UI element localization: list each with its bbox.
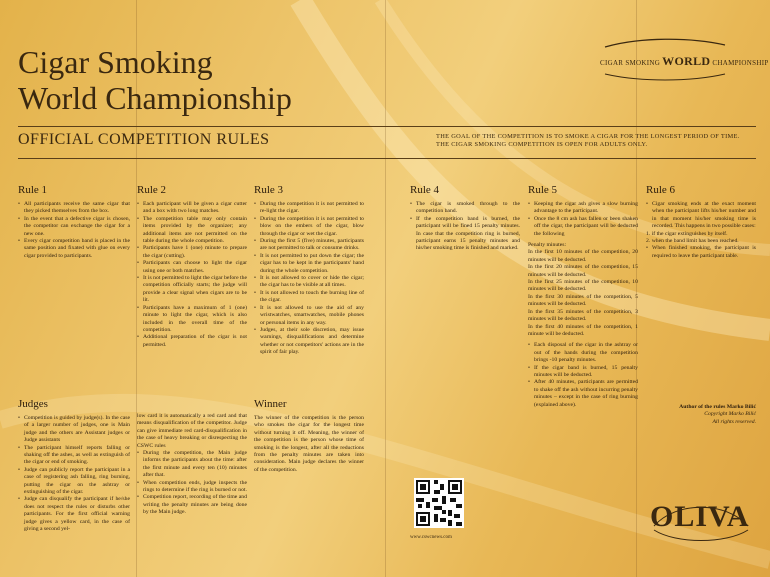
rule-1-item: • Every cigar competition band is placed in the same position and fixated with glue on every cigar provided to participants.	[18, 238, 130, 260]
qr-code-icon[interactable]	[414, 478, 464, 528]
rule-5-item: • Once the 8 cm ash has fallen or been shaken off the cigar, the participant will be deducted the following	[528, 216, 638, 238]
rule-3-item: • It is not allowed to touch the burning line of the cigar.	[254, 290, 364, 305]
winner-text: The winner of the competition is the person who smokes the cigar for the longest time without turning it off. Meaning, the winner of the competition is the person whose time of smoking is the longest, after all the reductions from the penalty minutes are taken into consideration. Main judge declares the winner of the competition.	[254, 415, 364, 473]
rule-5-heading: Rule 5	[528, 184, 558, 196]
judges-item: • During the competition, the Main judge informs the participants about the time: after the first minute and every ten (10) minutes after that.	[137, 450, 247, 480]
penalty-line: In the first 20 minutes of the competition, 15 minutes will be deducted.	[528, 264, 638, 278]
author-credit	[640, 404, 756, 426]
rule-3-item: • During the competition it is not permitted to re-light the cigar.	[254, 201, 364, 216]
judges-list-b	[137, 450, 247, 517]
rule-2-item: • Participants have a maximum of 1 (one) minute to light the cigar, which is also included in the overall time of the competition.	[137, 305, 247, 335]
rule-1-heading: Rule 1	[18, 184, 48, 196]
header-divider-bottom	[18, 158, 756, 159]
rule-1-list	[18, 201, 130, 260]
rule-2-section	[137, 184, 247, 349]
poster-subtitle: OFFICIAL COMPETITION RULES	[18, 131, 270, 148]
judges-item: • Judge can disqualify the participant if he/she does not respect the rules or disturbs other participants. For the first official warning judge gives a yellow card, in the case of giving a second yel-	[18, 496, 130, 533]
penalty-line: In the first 30 minutes of the competition, 5 minutes will be deducted.	[528, 293, 638, 308]
rule-5-list-bottom	[528, 342, 638, 409]
rule-4-item: • If the competition band is burned, the participant will be fined 15 penalty minutes. In case that the competition ring is burned, participant earns 15 penalty minutes and his/her smoking time is finished and marked.	[410, 216, 520, 253]
rule-6-item: • When finished smoking, the participant is required to leave the participant table.	[646, 245, 756, 260]
logo-text-left: CIGAR SMOKING	[600, 59, 661, 67]
judges-continued-text: low card it is automatically a red card and that means disqualification of the competitor. Judge can give immediate red card-disqualification in the case of heavy breaking or disrespecting the CSWC rules	[137, 413, 247, 449]
judges-item: • Competition report, recording of the time and writing the penalty minutes are being done by the Main judge.	[137, 494, 247, 516]
rule-1-item: • In the event that a defective cigar is chosen, the competitor can exchange the cigar for a new one.	[18, 216, 130, 238]
rule-2-item: • Participants have 1 (one) minute to prepare the cigar (cutting).	[137, 245, 247, 260]
logo-text-right: CHAMPIONSHIP	[712, 59, 769, 67]
rule-5-item: • Keeping the cigar ash gives a slow burning advantage to the participant.	[528, 201, 638, 216]
penalty-line: In the first 25 minutes of the competition, 10 minutes will be deducted.	[528, 279, 638, 293]
rule-3-item: • Judges, at their sole discretion, may issue warnings, disqualifications and determine whether or not competitors' actions are in the spirit of fair play.	[254, 327, 364, 357]
website-link[interactable]: www.cswcnews.com	[410, 535, 452, 540]
logo-swoosh-bottom-icon	[600, 72, 730, 82]
copyright-text: Copyright Marko Bilić	[704, 411, 756, 418]
rule-4-list	[410, 201, 520, 253]
judges-item: • Competition is guided by judge(s). In the case of a larger number of judges, one is Main judge and the others are Assistant judges or Judge assistants	[18, 415, 130, 445]
rule-6-section	[646, 184, 756, 260]
rule-3-item: • It is not permitted to put down the cigar; the cigar has to be kept in the participants' hand during the whole competition.	[254, 253, 364, 275]
judges-list-a	[18, 415, 130, 534]
rule-1-section	[18, 184, 130, 260]
rule-2-item: • It is not permitted to light the cigar before the competition officially starts; the judge will provide a clear signal when cigars are to be lit.	[137, 275, 247, 305]
rule-6-list	[646, 201, 756, 260]
goal-line-1: THE GOAL OF THE COMPETITION IS TO SMOKE A CIGAR FOR THE LONGEST PERIOD OF TIME.	[436, 133, 740, 140]
rule-6-heading: Rule 6	[646, 184, 676, 196]
rule-3-item: • During the first 5 (five) minutes, participants are not permitted to talk or consume drinks.	[254, 238, 364, 253]
rule-4-item: • The cigar is smoked through to the competition band.	[410, 201, 520, 216]
header-divider-top	[18, 126, 756, 127]
rule-3-list	[254, 201, 364, 357]
rule-5-section	[528, 184, 638, 409]
rule-3-item: • During the competition it is not permitted to blow on the embers of the cigar, blow through the cigar or wet the cigar.	[254, 216, 364, 238]
judges-item: • When competition ends, judge inspects the rings to determine if the ring is burned or not.	[137, 480, 247, 495]
rule-6-item: • Cigar smoking ends at the exact moment when the participant lifts his/her number and in that moment his/her smoking time is recorded. This happens in two possible cases:	[646, 201, 756, 231]
rule-3-heading: Rule 3	[254, 184, 284, 196]
rights-text: All rights reserved.	[712, 418, 756, 425]
goal-line-2: THE CIGAR SMOKING COMPETITION IS OPEN FOR ADULTS ONLY.	[436, 141, 648, 148]
rule-6-case: 1. if the cigar extinguishes by itself.	[646, 230, 728, 237]
rule-3-section	[254, 184, 364, 357]
rule-2-item: • The competition table may only contain items provided by the organizer; any additional items are not permitted on the table during the whole competition.	[137, 216, 247, 246]
judges-section	[18, 398, 130, 534]
rule-3-item: • It is not allowed to use the aid of any wristwatches, smartwatches, mobile phones or personal items in any way.	[254, 305, 364, 327]
winner-section	[254, 398, 364, 474]
rule-5-item: • After 40 minutes, participants are permitted to shake off the ash without incurring penalty minutes – except in the case of ring burning (explained above).	[528, 379, 638, 409]
rule-4-heading: Rule 4	[410, 184, 440, 196]
rule-5-list-top	[528, 201, 638, 238]
poster-title	[18, 44, 292, 116]
penalty-line: In the first 10 minutes of the competition, 20 minutes will be deducted.	[528, 249, 638, 263]
author-name: Author of the rules Marko Bilić	[679, 404, 756, 410]
penalty-heading: Penalty minutes:	[528, 242, 567, 249]
oliva-brand-logo: OLIVA	[650, 500, 750, 533]
rule-2-item: • Participants can choose to light the cigar using one or both matches.	[137, 260, 247, 275]
rule-3-item: • It is not allowed to cover or hide the cigar; the cigar has to be visible at all times.	[254, 275, 364, 290]
title-line-2: World Championship	[18, 80, 292, 116]
rule-2-heading: Rule 2	[137, 184, 167, 196]
rule-2-list	[137, 201, 247, 349]
judges-continued-section	[137, 413, 247, 517]
fold-line-center	[385, 0, 386, 577]
title-line-1: Cigar Smoking	[18, 44, 213, 80]
judges-heading: Judges	[18, 398, 48, 410]
rule-2-item: • Each participant will be given a cigar cutter and a box with two long matches.	[137, 201, 247, 216]
rule-5-item: • If the cigar band is burned, 15 penalty minutes will be deducted.	[528, 365, 638, 380]
judges-item: • Judge can publicly report the participant in a case of registering ash falling, ring burning, putting the cigar on the ashtray or extinguishing of the cigar.	[18, 467, 130, 497]
rule-2-item: • Additional preparation of the cigar is not permitted.	[137, 334, 247, 349]
logo-swoosh-icon	[600, 37, 730, 49]
competition-goal	[436, 133, 756, 149]
rule-5-item: • Each disposal of the cigar in the ashtray or out of the hands during the competition brings -10 penalty minutes.	[528, 342, 638, 364]
rule-6-case: 2. when the band limit has been reached.	[646, 238, 739, 245]
rule-4-section	[410, 184, 520, 253]
penalty-line: In the first 40 minutes of the competition, 1 minute will be deducted.	[528, 323, 638, 337]
penalty-line: In the first 35 minutes of the competition, 3 minutes will be deducted.	[528, 308, 638, 323]
championship-logo	[600, 36, 769, 87]
winner-heading: Winner	[254, 398, 287, 410]
judges-item: • The participant himself reports falling or shaking off the ashes, as well as extinguish of the cigar or end of smoking.	[18, 445, 130, 467]
rule-1-item: • All participants receive the same cigar that they picked themselves from the box.	[18, 201, 130, 216]
logo-text-mid: WORLD	[662, 54, 711, 68]
